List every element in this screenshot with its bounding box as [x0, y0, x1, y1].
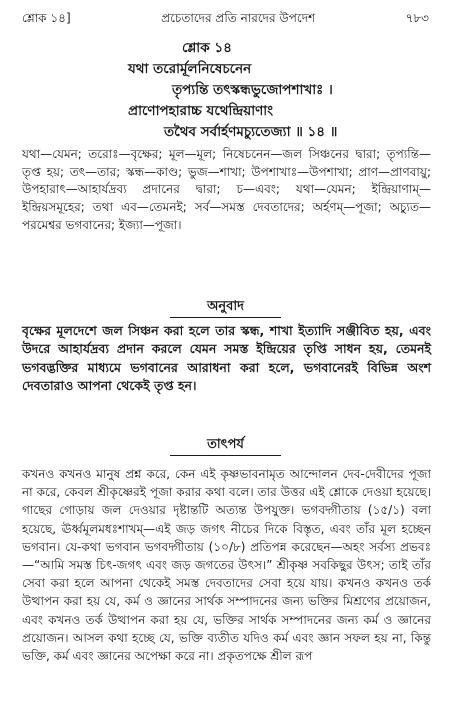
translation-body [22, 322, 431, 395]
chapter-title: প্রচেতাদের প্রতি নারদের উপদেশ [161, 11, 316, 25]
sanskrit-verse [0, 38, 451, 143]
verse-line: প্রাণোপহারাচ্চ যথেন্দ্রিয়াণাং [128, 103, 274, 119]
translation-divider [170, 317, 281, 318]
purport-text: কখনও কখনও মানুষ প্রশ্ন করে, কেন এই কৃষ্ণভাবনামৃত আন্দোলন দেব-দেবীদের পূজা না করে, কেবল শ্রীকৃষ্ণেরই পূজা করার কথা বলে। তার উত্তর এই শ্লোকে দেওয়া হয়েছে। গাছের গোড়ায় জল দেওয়ার দৃষ্টান্তটি অত্যন্ত উপযুক্ত। ভগবদ্গীতায় (১৫/১) বলা হয়েছে, ঊর্ধ্বমূলমধঃশাখম্—এই জড় জগৎ নীচের দিকে বিস্তৃত, এবং তাঁর মূল হচ্ছেন ভগবান। যে-কথা ভগবান ভগবদ্গীতায় (১০/৮) প্রতিপন্ন করেছেন—অহং সর্বস্য প্রভবঃ—“আমি সমস্ত চিৎ-জগৎ এবং জড় জগতের উৎস।” শ্রীকৃষ্ণ সবকিছুর উৎস; তাই তাঁর সেবা করা হলে আপনা থেকেই সমস্ত দেবতাদের সেবা হয়ে যায়। কখনও কখনও তর্ক উত্থাপন করা হয় যে, কর্ম ও জ্ঞানের সার্থক সম্পাদনের জন্য ভক্তির মিশ্রণের প্রয়োজন, এবং কখনও তর্ক উত্থাপন করা হয় যে, ভক্তির সার্থক সম্পাদনের জন্য কর্ম ও জ্ঞানের প্রয়োজন। আসল কথা হচ্ছে যে, ভক্তি ব্যতীত যদিও কর্ম এবং জ্ঞান সফল হয় না, কিন্তু ভক্তি, কর্ম এবং জ্ঞানের অপেক্ষা করে না। প্রকৃতপক্ষে শ্রীল রূপ [22, 467, 431, 664]
verse-heading: শ্লোক ১৪ [182, 40, 232, 56]
verse-line: তৃপ্যন্তি তৎস্কন্ধভুজোপশাখাঃ । [172, 82, 333, 98]
purport-heading: তাৎপর্য [207, 437, 244, 452]
synonyms-text: যথা—যেমন; তরোঃ—বৃক্ষের; মূল—মূল; নিষেচনেন—জল সিঞ্চনের দ্বারা; তৃপ্যন্তি—তৃপ্ত হয়; তৎ—তার; স্কন্ধ—কাণ্ড; ভুজ—শাখা; উপশাখাঃ—উপশাখা; প্রাণ—প্রাণবায়ু; উপহারাৎ—আহার্যদ্রব্য প্রদানের দ্বারা; চ—এবং; যথা—যেমন; ইন্দ্রিয়াণাম্—ইন্দ্রিয়সমূহের; তথা এব—তেমনই; সর্ব—সমস্ত দেবতাদের; অর্হণম্—পূজা; অচ্যুত—পরমেশ্বর ভগবানের; ইজ্যা—পূজা। [22, 147, 431, 232]
word-synonyms [22, 146, 431, 235]
translation-text: বৃক্ষের মূলদেশে জল সিঞ্চন করা হলে তার স্কন্ধ, শাখা ইত্যাদি সঞ্জীবিত হয়, এবং উদরে আহার্যদ্রব্য প্রদান করলে যেমন সমস্ত ইন্দ্রিয়ের তৃপ্তি সাধন হয়, তেমনই ভগবদ্ভক্তির মাধ্যমে ভগবানের আরাধনা করা হলে, ভগবানেরই বিভিন্ন অংশ দেবতারাও আপনা থেকেই তৃপ্ত হন। [22, 323, 431, 393]
page-number: ৭৮৩ [405, 11, 429, 25]
translation-heading: অনুবাদ [207, 299, 244, 314]
page-header [22, 10, 429, 26]
purport-divider [170, 455, 281, 456]
verse-line: তথৈব সর্বার্হণমচ্যুতেজ্যা ॥ ১৪ ॥ [164, 124, 338, 140]
purport-body [22, 465, 431, 665]
verse-line: যথা তরোর্মূলনিষেচনেন [128, 61, 252, 77]
chapter-verse-ref: শ্লোক ১৪] [22, 11, 71, 25]
